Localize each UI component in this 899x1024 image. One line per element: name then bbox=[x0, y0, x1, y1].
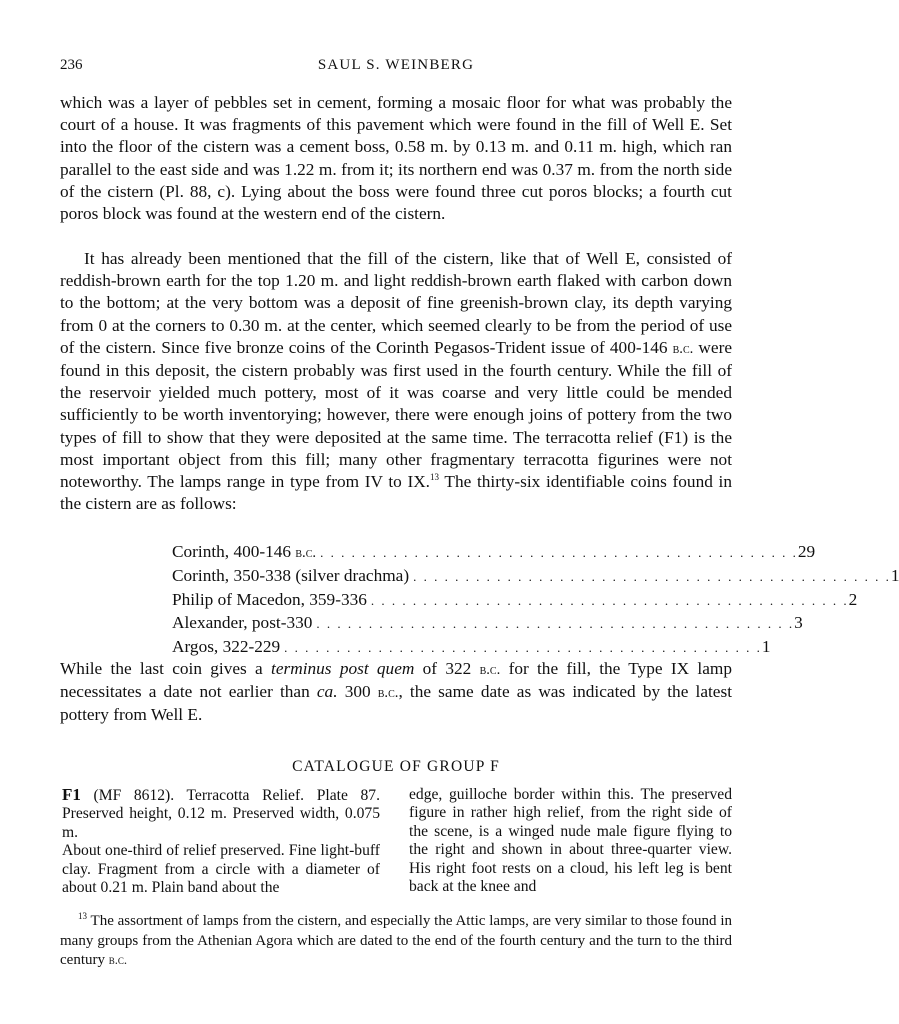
coin-row bbox=[172, 612, 803, 636]
leader-dots: . . . . . . . . . . . . . . . . . . . . . . . . . . . . . . . . . . . . . . . . . . . . . . bbox=[316, 616, 795, 632]
paragraph-1: which was a layer of pebbles set in cement, forming a mosaic floor for what was probably the court of a house. It was fragments of this pavement which were found in the fill of Well E. Set into the floor of the cistern was a cement boss, 0.58 m. by 0.13 m. and 0.11 m. high, which ran parallel to the east side and was 1.22 m. from it; its northern end was 0.37 m. from the north side of the cistern (Pl. 88, c). Lying about the boss were found three cut poros blocks; a fourth cut poros block was found at the western end of the cistern. bbox=[60, 93, 732, 224]
coin-row bbox=[172, 589, 858, 613]
paragraph-2-part-c: The thirty-six identifiable coins found in the cistern are as follows: bbox=[60, 472, 732, 514]
footnote-number: 13 bbox=[78, 911, 87, 921]
catalogue-description: About one-third of relief preserved. Fine light-buff clay. Fragment from a circle with a diameter of about 0.21 m. Plain band about the bbox=[62, 842, 380, 897]
paragraph-2 bbox=[60, 248, 732, 515]
coin-label: Corinth, 350-338 (silver drachma) bbox=[172, 565, 410, 585]
leader-dots: . . . . . . . . . . . . . . . . . . . . . . . . . . . . . . . . . . . . . . . . . . . . . . bbox=[320, 545, 798, 560]
paragraph-3-part-d: 300 bbox=[344, 682, 371, 702]
coin-count: 3 bbox=[794, 613, 803, 633]
coin-list bbox=[172, 541, 899, 660]
paragraph-3-part-a: While the last coin gives a bbox=[60, 659, 263, 678]
bc-abbrev: b.c. bbox=[377, 685, 399, 702]
coin-label: Corinth, 400-146 bbox=[172, 542, 292, 561]
catalogue-right-column bbox=[409, 786, 732, 896]
catalogue-heading: CATALOGUE OF GROUP F bbox=[292, 758, 500, 775]
coin-count: 29 bbox=[797, 542, 816, 561]
paragraph-3-part-e: , the same date as was indicated by the latest pottery from Well E. bbox=[60, 682, 732, 725]
coin-label: Argos, 322-229 bbox=[172, 637, 281, 657]
paragraph-3-part-c: for the fill, the Type IX lamp necessitates a date not earlier than bbox=[60, 659, 732, 702]
footnote-text: The assortment of lamps from the cistern, and especially the Attic lamps, are very similar to those found in many groups from the Athenian Agora which are dated to the end of the fourth century and the turn to the third century bbox=[60, 913, 732, 968]
catalogue-entry-text: (MF 8612). Terracotta Relief. Plate 87. Preserved height, 0.12 m. Preserved width, 0.075 m. bbox=[62, 787, 380, 841]
coin-label: Philip of Macedon, 359-336 bbox=[172, 589, 367, 609]
paragraph-2-part-b: were found in this deposit, the cistern probably was first used in the fourth century. While the fill of the reservoir yielded much pottery, most of it was coarse and very little could be mended sufficiently to be worth inventorying; however, there were enough joins of pottery from the two types of fill to show that they were deposited at the same time. The terracotta relief (F1) is the most important object from this fill; many other fragmentary terracotta figurines were not noteworthy. The lamps range in type from IV to IX. bbox=[60, 337, 732, 492]
coin-row bbox=[172, 636, 771, 660]
paragraph-3 bbox=[60, 658, 732, 727]
coin-row bbox=[172, 541, 816, 565]
catalogue-entry-header bbox=[62, 786, 380, 842]
leader-dots: . . . . . . . . . . . . . . . . . . . . . . . . . . . . . . . . . . . . . . . . . . . . . . bbox=[284, 640, 762, 656]
page-header bbox=[60, 57, 732, 81]
terminus-italic: terminus post quem bbox=[271, 659, 415, 678]
coin-count: 1 bbox=[890, 565, 899, 585]
coin-row bbox=[172, 565, 899, 589]
bc-abbrev: b.c. bbox=[108, 953, 128, 967]
catalogue-left-column bbox=[62, 786, 380, 897]
paragraph-3-part-b: of 322 bbox=[422, 659, 472, 678]
coin-label: Alexander, post-330 bbox=[172, 613, 313, 633]
coin-count: 1 bbox=[761, 637, 771, 657]
catalogue-description-continued: edge, guilloche border within this. The preserved figure in rather high relief, from the right side of the scene, is a winged nude male figure flying to the right and shown in about three-quarter view. His right foot rests on a cloud, his left leg is bent back at the knee and bbox=[409, 786, 732, 896]
footnote-ref: 13 bbox=[430, 472, 440, 483]
catalogue-id: F1 bbox=[62, 785, 81, 804]
running-title: SAUL S. WEINBERG bbox=[317, 57, 475, 73]
coin-suffix: b.c. bbox=[295, 545, 317, 561]
footnote bbox=[60, 912, 732, 971]
bc-abbrev: b.c. bbox=[479, 662, 501, 678]
circa-italic: ca. bbox=[316, 682, 338, 702]
leader-dots: . . . . . . . . . . . . . . . . . . . . . . . . . . . . . . . . . . . . . . . . . . . . . . bbox=[370, 592, 849, 608]
bc-abbrev: b.c. bbox=[672, 340, 694, 357]
page-number: 236 bbox=[60, 57, 83, 73]
coin-count: 2 bbox=[848, 589, 858, 609]
paragraph-2-part-a: It has already been mentioned that the fill of the cistern, like that of Well E, consisted of reddish-brown earth for the top 1.20 m. and light reddish-brown earth flaked with carbon down to the bottom; at the very bottom was a deposit of fine greenish-brown clay, its depth varying from 0 at the corners to 0.30 m. at the center, which seemed clearly to be from the period of use of the cistern. Since five bronze coins of the Corinth Pegasos-Trident issue of 400-146 bbox=[60, 249, 732, 357]
leader-dots: . . . . . . . . . . . . . . . . . . . . . . . . . . . . . . . . . . . . . . . . . . . . . . bbox=[413, 568, 891, 584]
